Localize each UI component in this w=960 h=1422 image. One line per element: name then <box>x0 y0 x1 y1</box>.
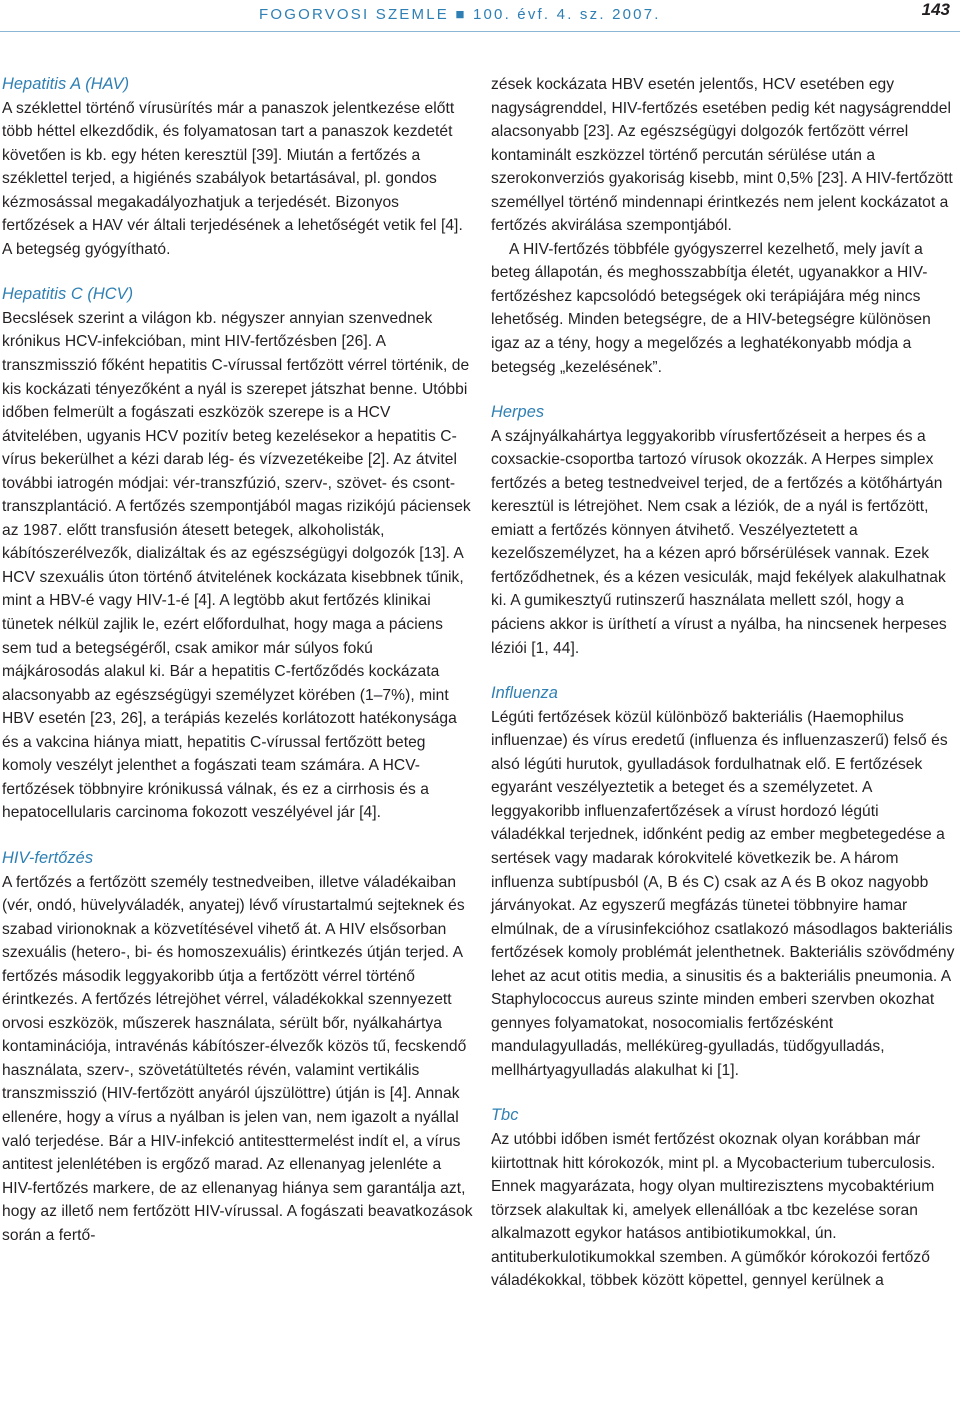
left-column <box>2 73 474 1247</box>
right-column <box>491 73 957 1293</box>
journal-title: FOGORVOSI SZEMLE ■ 100. évf. 4. sz. 2007. <box>259 6 661 23</box>
paragraph-tbc: Az utóbbi időben ismét fertőzést okoznak olyan korábban már kiirtottnak hitt kórokozók, mint pl. a Mycobacterium tuberculosis. Ennek magyarázata, hogy olyan multirezisztens mycobaktérium törzsek alakultak ki, amelyek ellenállóak a tbc kezelése soran alkalmazott egykor hatásos antibiotikumokkal, ún. antituberkulotikumokkal szemben. A gümőkór kórokozói fertőző váladékokkal, többek között köpettel, gennyel kerülnek a <box>491 1130 936 1290</box>
paragraph-influenza: Légúti fertőzések közül különböző bakteriális (Haemophilus influenzae) és vírus eredetű (influenza és influenzaszerű) felső és alsó légúti hurutok, gyulladások fordulhatnak elő. E fertőzések egyaránt veszélyeztetik a beteget és a személyzetet. A leggyakoribb influenzafertőzések a vírust hordozó légúti váladékkal terjednek, időnként pedig az ember megbetegedése a sertések vagy madarak kórokvitelé következik be. A három influenza subtípusból (A, B és C) csak az A és B okoz nagyobb járványokat. Az egyszerű megfázás tünetei többnyire hamar elmúlnak, de a vírusinfekcióhoz csatlakozó másodlagos bakteriális fertőzések komoly problémát jelenthetnek. Bakteriális szövődmény lehet az acut otitis media, a sinusitis és a bakteriális pneumonia. A Staphylococcus aureus szinte minden emberi szervben okozhat gennyes folyamatokat, nosocomialis fertőzésként mandulagyulladás, melléküreg-gyulladás, tüdőgyulladás, mellhártyagyulladás alakulhat ki [1]. <box>491 708 955 1079</box>
paragraph-hav: A széklettel történő vírusürítés már a panaszok jelentkezése előtt több héttel elkezdődik, és folyamatosan tart a panaszok kezdetét követően is kb. egy héten keresztül [39]. Miután a fertőzés a széklettel terjed, a higiénés szabályok betartásával, pl. gondos kézmosással megakadályozhatjuk a terjedését. Bizonyos fertőzések a HAV vér általi terjedésének a lehetőségét vetik fel [4]. A betegség gyógyítható. <box>2 99 463 258</box>
section-heading-herpes: Herpes <box>491 403 545 422</box>
paragraph-herpes: A szájnyálkahártya leggyakoribb vírusfertőzéseit a herpes és a coxsackie-csoportba tartozó vírusok okozzák. A Herpes simplex fertőzés a beteg testnedveivel terjed, de a fertőzés a kötőhártyán keresztül is létrejöhet. Nem csak a léziók, de a nyál is fertőzött, emiatt a fertőzés könnyen átvihető. Veszélyeztetett a kezelőszemélyzet, ha a kézen apró bőrsérülések vannak. Ezek fertőződhetnek, és a kézen vesiculák, majd fekélyek alakulhatnak ki. A gumikesztyű rutinszerű használata mellett szól, hogy a páciens akkor is üríthetí a vírust a nyálba, ha nincsenek herpeses léziói [1, 44]. <box>491 427 947 657</box>
running-header <box>0 0 960 34</box>
section-heading-tbc: Tbc <box>491 1106 519 1125</box>
paragraph-hiv-treatment: A HIV-fertőzés többféle gyógyszerrel kezelhető, mely javít a beteg állapotán, és meghosszabbítja életét, ugyanakkor a HIV-fertőzéshez kapcsolódó betegségek oki terápiájára még nincs lehetőség. Minden betegségre, de a HIV-betegségre különösen igaz az a tény, hogy a megelőzés a leghatékonyabb módja a betegség „kezelésének”. <box>491 240 931 376</box>
header-rule <box>0 31 960 32</box>
section-heading-hiv: HIV-fertőzés <box>2 848 94 867</box>
section-heading-hav: Hepatitis A (HAV) <box>2 75 130 93</box>
paragraph-hiv-continued: zések kockázata HBV esetén jelentős, HCV esetében egy nagyságrenddel, HIV-fertőzés esetében pedig két nagyságrenddel alacsonyabb [23]. Az egészségügyi dolgozók fertőzött vérrel kontaminált eszközzel történő percután sérülése után a szerokonverziós gyakoriság kisebb, mint 0,5% [23]. A HIV-fertőzött személlyel történő mindennapi érintkezés nem jelent kockázatot a fertőzés akvirálása szempontjából. <box>491 76 953 235</box>
paragraph-hcv: Becslések szerint a világon kb. négyszer annyian szenvednek krónikus HCV-infekcióban, mint HIV-fertőzésben [26]. A transzmisszió főként hepatitis C-vírussal fertőzött vérrel történik, de kis kockázati tényezőként a nyál is szerepet játszhat benne. Utóbbi időben felmerült a fogászati eszközök szerepe is a HCV átvitelében, ugyanis HCV pozitív beteg kezelésekor a hepatitis C-vírus bekerülhet a kézi darab lég- és vízvezetékeibe [2]. Az átvitel további iatrogén módjai: vér-transzfúzió, szerv-, szövet- és csont-transzplantáció. A fertőzés szempontjából magas rizikójú páciensek az 1987. előtt transfusión átesett betegek, alkoholisták, kábítószerélvezők, dializáltak és az egészségügyi dolgozók [13]. A HCV szexuális úton történő átvitelének kockázata kisebbnek tűnik, mint a HBV-é vagy HIV-1-é [4]. A legtöbb akut fertőzés klinikai tünetek nélkül zajlik le, ezért előfordulhat, hogy maga a páciens sem tud a betegségéről, csak amikor már súlyos fokú májkárosodás alakul ki. Bár a hepatitis C-fertőződés kockázata alacsonyabb az egészségügyi személyzet körében (1–7%), mint HBV esetén [23, 26], a terápiás kezelés korlátozott hatékonysága és a vakcina hiánya miatt, hepatitis C-vírussal fertőzött beteg komoly veszélyt jelenthet a fogászati team számára. A HCV-fertőzések többnyire krónikussá válnak, és ez a cirrhosis és a hepatocellularis carcinoma fokozott veszélyével jár [4]. <box>2 309 471 822</box>
paragraph-hiv: A fertőzés a fertőzött személy testnedveiben, illetve váladékaiban (vér, ondó, hüvelyváladék, anyatej) lévő vírustartalmú sejteknek és szabad virionoknak a közvetítésével vihető át. A HIV elsősorban szexuális (hetero-, bi- és homoszexuális) érintkezés útján terjed. A fertőzés második leggyakoribb útja a fertőzött vérrel történő érintkezés. A fertőzés létrejöhet vérrel, váladékokkal szennyezett orvosi eszközök, műszerek használata, sérült bőr, nyálkahártya kontaminációja, intravénás kábítószer-élvezők közös tű, fecskendő használata, szerv-, szövetátültetés révén, valamint vertikális transzmisszió (HIV-fertőzött anyáról újszülöttre) útján is [4]. Annak ellenére, hogy a vírus a nyálban is jelen van, nem igazolt a nyállal való terjedése. Bár a HIV-infekció antitesttermelést indít el, a vírus antitest jelenlétében is ergőző marad. Az ellenanyag jelenléte a HIV-fertőzés markere, de az ellenanyag hiánya sem garantálja azt, hogy az illető nem fertőzött HIV-vírussal. A fogászati beavatkozások során a fertő- <box>2 873 473 1244</box>
page-number: 143 <box>921 0 950 19</box>
section-heading-influenza: Influenza <box>491 684 558 703</box>
section-heading-hcv: Hepatitis C (HCV) <box>2 285 134 304</box>
